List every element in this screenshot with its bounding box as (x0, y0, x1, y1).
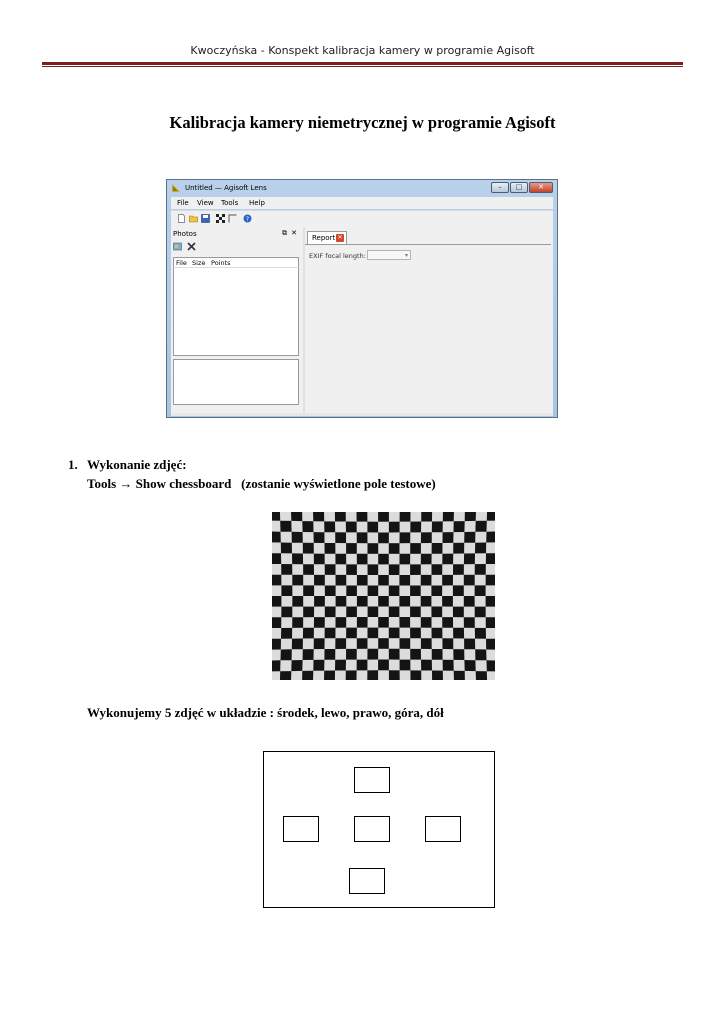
section-instruction: Tools → Show chessboard (zostanie wyświetlone pole testowe) (87, 476, 436, 491)
close-tab-icon[interactable]: ✕ (337, 234, 343, 241)
photos-list-header (173, 257, 299, 267)
window-titlebar (167, 180, 557, 196)
five-photos-text: Wykonujemy 5 zdjęć w układzie : środek, lewo, prawo, góra, dół (87, 705, 444, 720)
section-number: 1. (68, 457, 78, 472)
minimize-button[interactable]: – (491, 182, 509, 193)
frame-center (354, 816, 390, 842)
svg-text:?: ? (245, 216, 250, 223)
menu-view[interactable]: View (197, 199, 214, 207)
column-file[interactable]: File (176, 259, 187, 267)
page-header: Kwoczyńska - Konspekt kalibracja kamery w programie Agisoft (190, 44, 535, 57)
save-icon[interactable] (201, 214, 210, 223)
photos-panel (171, 229, 301, 411)
tab-divider (305, 244, 551, 245)
chessboard-photo (272, 512, 495, 680)
close-window-button[interactable]: ✕ (529, 182, 553, 193)
tab-report[interactable] (307, 231, 347, 244)
float-panel-icon[interactable]: ⧉ (282, 229, 287, 237)
photos-panel-title: Photos (173, 230, 197, 238)
column-size[interactable]: Size (192, 259, 206, 267)
exif-focal-length-select[interactable] (367, 250, 411, 260)
agisoft-app-icon (172, 184, 180, 192)
close-panel-icon[interactable]: ✕ (291, 229, 297, 237)
frame-left (283, 816, 319, 842)
photos-panel-toolbar (173, 241, 301, 253)
column-points[interactable]: Points (211, 259, 231, 267)
section-heading (68, 457, 187, 473)
header-rule-thick (42, 62, 683, 65)
menu-tools[interactable]: Tools (221, 199, 239, 207)
new-file-icon[interactable] (177, 214, 186, 223)
maximize-button[interactable]: □ (510, 182, 528, 193)
photo-layout-diagram (263, 751, 495, 908)
chessboard-icon[interactable] (216, 214, 225, 223)
document-title: Kalibracja kamery niemetrycznej w programie Agisoft (169, 113, 556, 132)
frame-bottom (349, 868, 385, 894)
window-title: Untitled — Agisoft Lens (185, 184, 267, 192)
section-title: Wykonanie zdjęć: (87, 457, 187, 472)
exif-focal-length-label: EXIF focal length: (309, 252, 366, 260)
open-folder-icon[interactable] (189, 214, 198, 223)
photos-panel-header (171, 229, 301, 239)
report-area (305, 231, 551, 411)
photo-preview-pane (173, 359, 299, 405)
remove-photos-icon[interactable] (187, 242, 196, 251)
status-bar (171, 413, 553, 416)
add-photos-icon[interactable] (173, 242, 182, 251)
chevron-down-icon: ▾ (404, 252, 408, 259)
help-icon[interactable] (243, 214, 252, 223)
menu-bar (171, 197, 553, 209)
frame-right (425, 816, 461, 842)
window-body (171, 227, 553, 413)
corner-icon[interactable] (228, 214, 237, 223)
frame-top (354, 767, 390, 793)
photos-list[interactable] (173, 267, 299, 356)
agisoft-lens-window (166, 179, 558, 418)
menu-file[interactable]: File (177, 199, 189, 207)
tab-report-label: Report (312, 234, 336, 242)
menu-help[interactable]: Help (249, 199, 265, 207)
header-rule-thin (42, 66, 683, 67)
toolbar (171, 210, 553, 227)
